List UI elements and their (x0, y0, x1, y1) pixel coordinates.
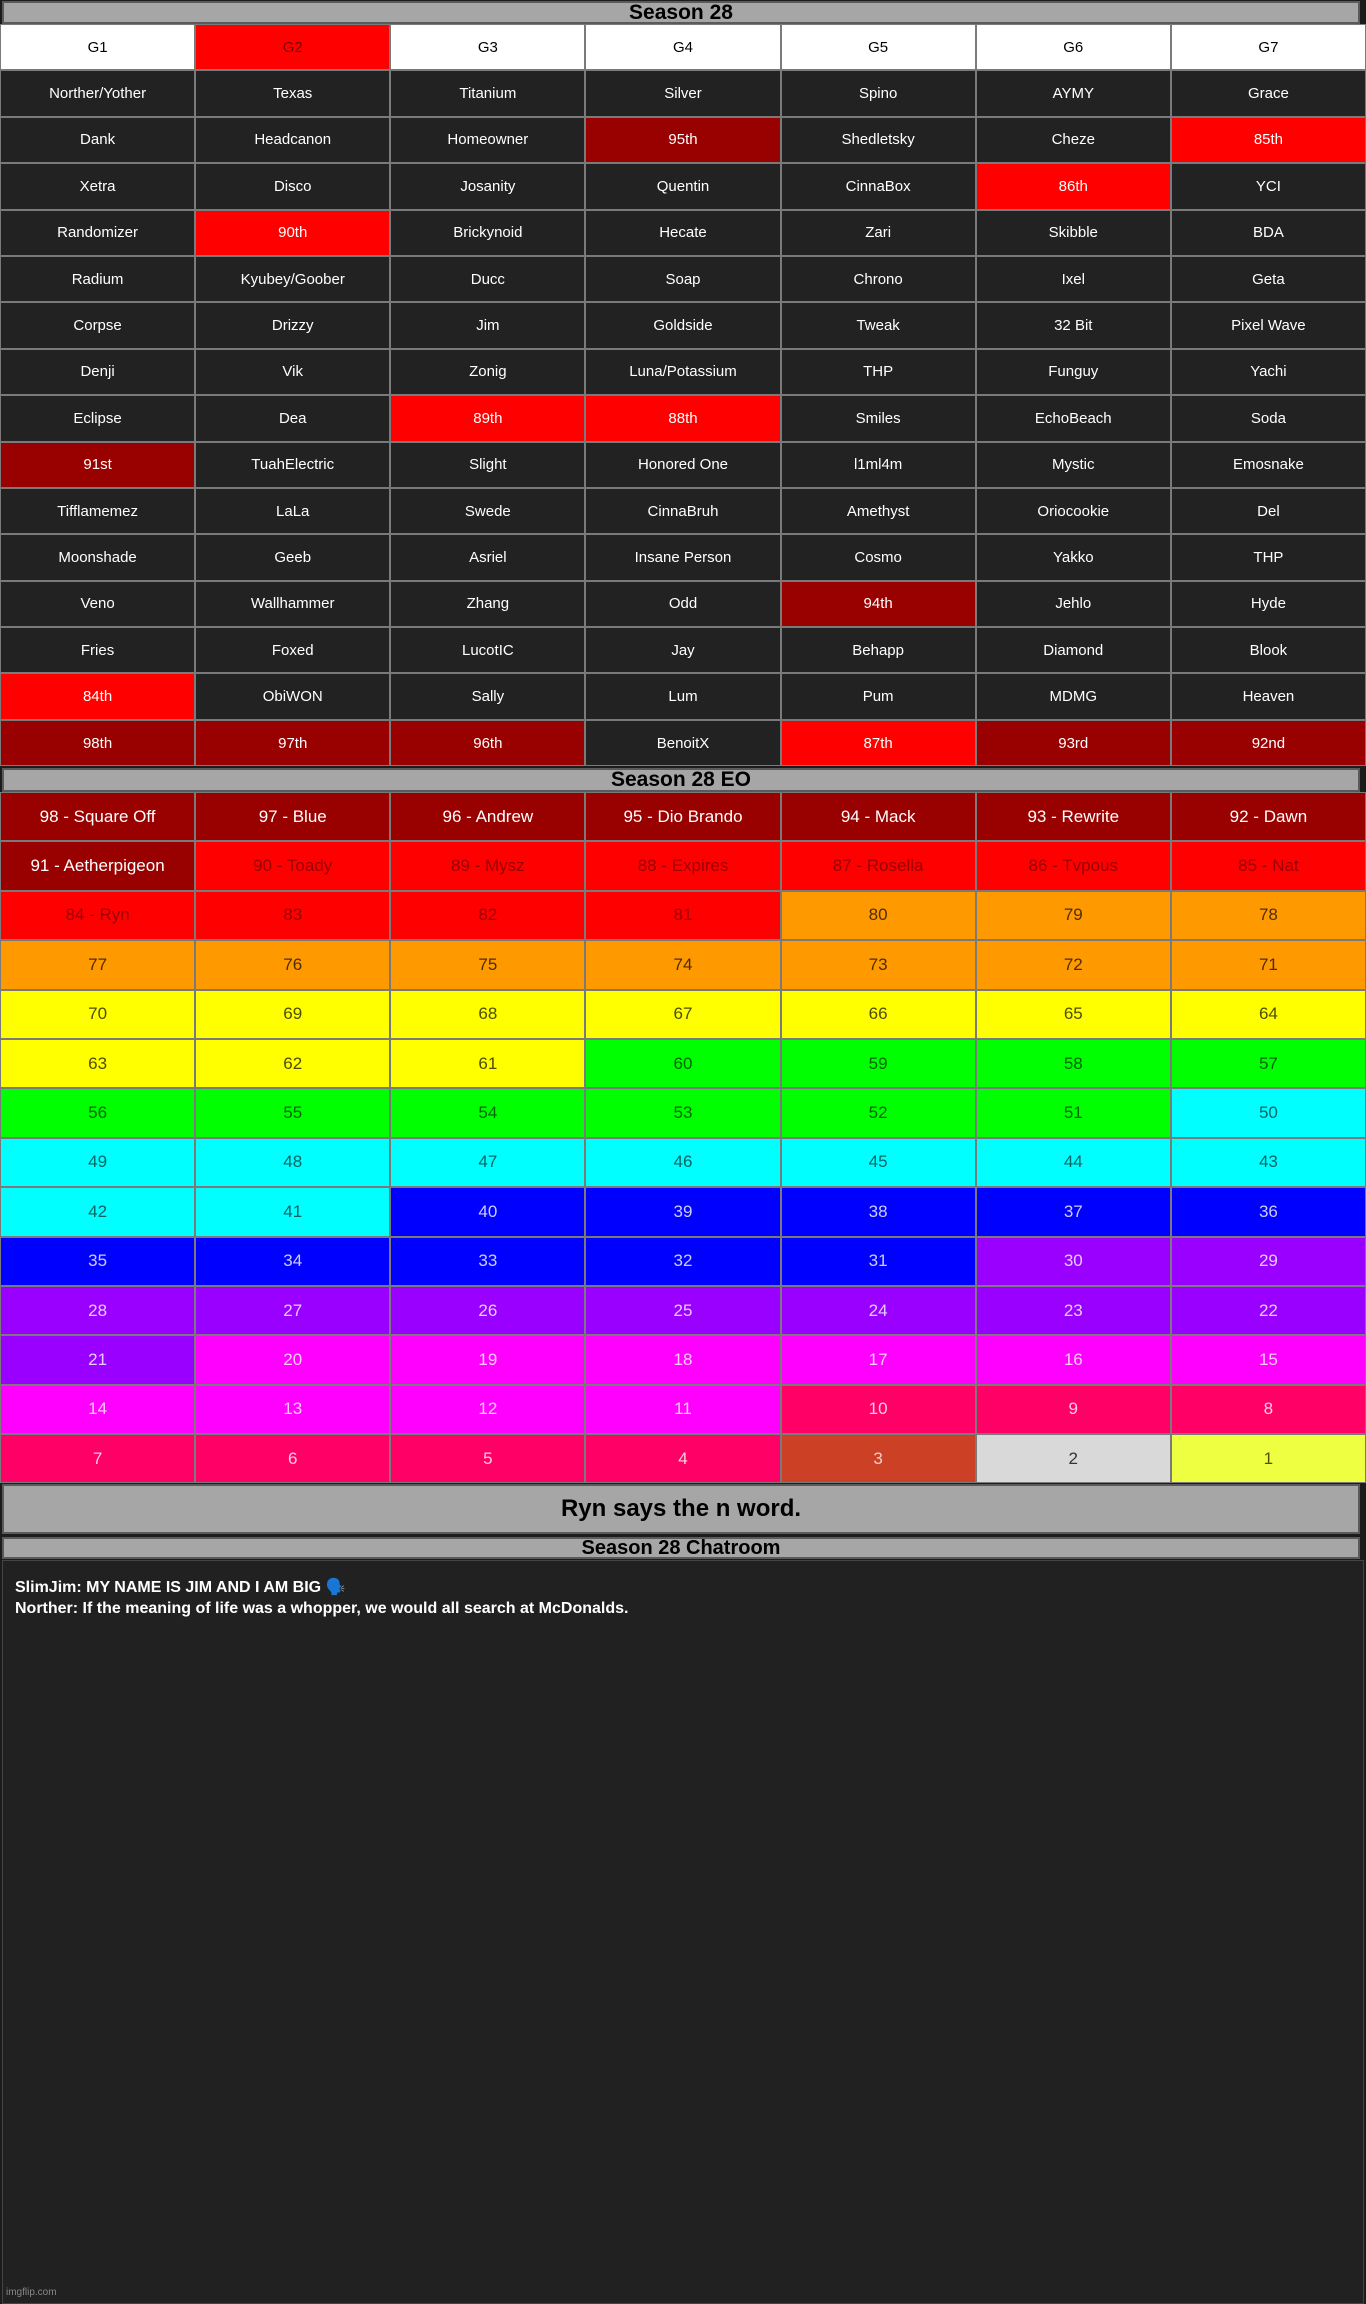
placement-cell: 35 (0, 1237, 195, 1286)
contestant-cell: Yachi (1171, 349, 1366, 395)
contestant-cell: Oriocookie (976, 488, 1171, 534)
placement-cell: 60 (585, 1039, 780, 1088)
column-header: G3 (390, 24, 585, 70)
placement-cell: 44 (976, 1138, 1171, 1187)
contestant-cell: Diamond (976, 627, 1171, 673)
placement-cell: 41 (195, 1187, 390, 1236)
placement-cell: 95 - Dio Brando (585, 792, 780, 841)
contestant-cell: Drizzy (195, 302, 390, 348)
placement-cell: 12 (390, 1385, 585, 1434)
placement-cell: 42 (0, 1187, 195, 1236)
contestant-cell: 98th (0, 720, 195, 766)
contestant-cell: TuahElectric (195, 442, 390, 488)
contestant-cell: Shedletsky (781, 117, 976, 163)
contestant-cell: Soap (585, 256, 780, 302)
contestant-cell: 87th (781, 720, 976, 766)
placement-cell: 27 (195, 1286, 390, 1335)
contestant-cell: THP (1171, 534, 1366, 580)
contestant-cell: THP (781, 349, 976, 395)
placement-cell: 26 (390, 1286, 585, 1335)
placement-cell: 11 (585, 1385, 780, 1434)
contestant-cell: Texas (195, 70, 390, 116)
placement-cell: 75 (390, 940, 585, 989)
placement-cell: 93 - Rewrite (976, 792, 1171, 841)
placement-cell: 32 (585, 1237, 780, 1286)
placement-cell: 67 (585, 990, 780, 1039)
placement-cell: 94 - Mack (781, 792, 976, 841)
placement-cell: 53 (585, 1088, 780, 1137)
contestant-cell: Eclipse (0, 395, 195, 441)
contestant-cell: Soda (1171, 395, 1366, 441)
contestant-cell: 90th (195, 210, 390, 256)
contestant-cell: Corpse (0, 302, 195, 348)
placement-cell: 81 (585, 891, 780, 940)
placement-cell: 10 (781, 1385, 976, 1434)
contestant-cell: Radium (0, 256, 195, 302)
contestant-cell: Vik (195, 349, 390, 395)
contestant-cell: 97th (195, 720, 390, 766)
placement-cell: 80 (781, 891, 976, 940)
season-title: Season 28 (2, 1, 1360, 24)
placement-cell: 84 - Ryn (0, 891, 195, 940)
contestant-cell: Zhang (390, 581, 585, 627)
contestant-cell: Zonig (390, 349, 585, 395)
contestant-cell: Pum (781, 673, 976, 719)
contestant-cell: 96th (390, 720, 585, 766)
contestant-cell: Jehlo (976, 581, 1171, 627)
placement-cell: 59 (781, 1039, 976, 1088)
contestant-cell: EchoBeach (976, 395, 1171, 441)
season-grid (0, 24, 1366, 766)
placement-cell: 70 (0, 990, 195, 1039)
watermark: imgflip.com (6, 2287, 57, 2298)
contestant-cell: Chrono (781, 256, 976, 302)
contestant-cell: 91st (0, 442, 195, 488)
contestant-cell: Fries (0, 627, 195, 673)
placement-cell: 19 (390, 1335, 585, 1384)
contestant-cell: Behapp (781, 627, 976, 673)
contestant-cell: Dank (0, 117, 195, 163)
contestant-cell: Pixel Wave (1171, 302, 1366, 348)
banner: Ryn says the n word. (2, 1484, 1360, 1534)
contestant-cell: CinnaBox (781, 163, 976, 209)
placement-cell: 33 (390, 1237, 585, 1286)
placement-cell: 78 (1171, 891, 1366, 940)
contestant-cell: Hyde (1171, 581, 1366, 627)
contestant-cell: Ixel (976, 256, 1171, 302)
placement-cell: 21 (0, 1335, 195, 1384)
placement-cell: 76 (195, 940, 390, 989)
contestant-cell: Insane Person (585, 534, 780, 580)
contestant-cell: ObiWON (195, 673, 390, 719)
placement-cell: 82 (390, 891, 585, 940)
placement-cell: 90 - Toady (195, 841, 390, 890)
placement-cell: 97 - Blue (195, 792, 390, 841)
placement-cell: 17 (781, 1335, 976, 1384)
column-header: G1 (0, 24, 195, 70)
column-header: G4 (585, 24, 780, 70)
column-header: G2 (195, 24, 390, 70)
placement-cell: 25 (585, 1286, 780, 1335)
placement-cell: 6 (195, 1434, 390, 1483)
placement-cell: 54 (390, 1088, 585, 1137)
placement-cell: 87 - Rosella (781, 841, 976, 890)
contestant-cell: LucotIC (390, 627, 585, 673)
placement-cell: 64 (1171, 990, 1366, 1039)
placement-cell: 48 (195, 1138, 390, 1187)
placement-cell: 96 - Andrew (390, 792, 585, 841)
contestant-cell: Silver (585, 70, 780, 116)
placement-cell: 74 (585, 940, 780, 989)
placement-cell: 86 - Tvpous (976, 841, 1171, 890)
placement-cell: 83 (195, 891, 390, 940)
contestant-cell: YCI (1171, 163, 1366, 209)
eo-grid (0, 792, 1366, 1483)
contestant-cell: Jim (390, 302, 585, 348)
contestant-cell: BenoitX (585, 720, 780, 766)
column-header: G5 (781, 24, 976, 70)
contestant-cell: 93rd (976, 720, 1171, 766)
contestant-cell: Del (1171, 488, 1366, 534)
placement-cell: 57 (1171, 1039, 1366, 1088)
contestant-cell: Jay (585, 627, 780, 673)
contestant-cell: Smiles (781, 395, 976, 441)
placement-cell: 49 (0, 1138, 195, 1187)
eo-title: Season 28 EO (2, 768, 1360, 792)
contestant-cell: Luna/Potassium (585, 349, 780, 395)
contestant-cell: Spino (781, 70, 976, 116)
contestant-cell: Geeb (195, 534, 390, 580)
chatroom-body (2, 1560, 1364, 2304)
placement-cell: 2 (976, 1434, 1171, 1483)
contestant-cell: Blook (1171, 627, 1366, 673)
placement-cell: 98 - Square Off (0, 792, 195, 841)
contestant-cell: LaLa (195, 488, 390, 534)
contestant-cell: Asriel (390, 534, 585, 580)
placement-cell: 62 (195, 1039, 390, 1088)
placement-cell: 23 (976, 1286, 1171, 1335)
contestant-cell: Amethyst (781, 488, 976, 534)
contestant-cell: 94th (781, 581, 976, 627)
contestant-cell: AYMY (976, 70, 1171, 116)
placement-cell: 52 (781, 1088, 976, 1137)
placement-cell: 28 (0, 1286, 195, 1335)
placement-cell: 16 (976, 1335, 1171, 1384)
placement-cell: 91 - Aetherpigeon (0, 841, 195, 890)
contestant-cell: 89th (390, 395, 585, 441)
contestant-cell: Wallhammer (195, 581, 390, 627)
contestant-cell: 85th (1171, 117, 1366, 163)
placement-cell: 18 (585, 1335, 780, 1384)
contestant-cell: Dea (195, 395, 390, 441)
contestant-cell: Emosnake (1171, 442, 1366, 488)
contestant-cell: Norther/Yother (0, 70, 195, 116)
contestant-cell: 86th (976, 163, 1171, 209)
contestant-cell: Swede (390, 488, 585, 534)
placement-cell: 68 (390, 990, 585, 1039)
contestant-cell: Ducc (390, 256, 585, 302)
placement-cell: 79 (976, 891, 1171, 940)
placement-cell: 66 (781, 990, 976, 1039)
contestant-cell: Heaven (1171, 673, 1366, 719)
placement-cell: 15 (1171, 1335, 1366, 1384)
contestant-cell: Cosmo (781, 534, 976, 580)
placement-cell: 92 - Dawn (1171, 792, 1366, 841)
placement-cell: 34 (195, 1237, 390, 1286)
contestant-cell: Hecate (585, 210, 780, 256)
contestant-cell: Homeowner (390, 117, 585, 163)
placement-cell: 9 (976, 1385, 1171, 1434)
contestant-cell: Tifflamemez (0, 488, 195, 534)
chat-message: SlimJim: MY NAME IS JIM AND I AM BIG 🗣️ (15, 1579, 346, 1596)
contestant-cell: 92nd (1171, 720, 1366, 766)
column-header: G6 (976, 24, 1171, 70)
contestant-cell: BDA (1171, 210, 1366, 256)
placement-cell: 3 (781, 1434, 976, 1483)
contestant-cell: Josanity (390, 163, 585, 209)
contestant-cell: Goldside (585, 302, 780, 348)
placement-cell: 72 (976, 940, 1171, 989)
contestant-cell: 88th (585, 395, 780, 441)
placement-cell: 73 (781, 940, 976, 989)
placement-cell: 45 (781, 1138, 976, 1187)
placement-cell: 88 - Expires (585, 841, 780, 890)
contestant-cell: Geta (1171, 256, 1366, 302)
placement-cell: 38 (781, 1187, 976, 1236)
contestant-cell: 32 Bit (976, 302, 1171, 348)
contestant-cell: Veno (0, 581, 195, 627)
placement-cell: 7 (0, 1434, 195, 1483)
placement-cell: 14 (0, 1385, 195, 1434)
placement-cell: 1 (1171, 1434, 1366, 1483)
contestant-cell: Xetra (0, 163, 195, 209)
placement-cell: 37 (976, 1187, 1171, 1236)
contestant-cell: Slight (390, 442, 585, 488)
contestant-cell: Sally (390, 673, 585, 719)
column-header: G7 (1171, 24, 1366, 70)
contestant-cell: Kyubey/Goober (195, 256, 390, 302)
placement-cell: 31 (781, 1237, 976, 1286)
contestant-cell: Foxed (195, 627, 390, 673)
placement-cell: 29 (1171, 1237, 1366, 1286)
placement-cell: 43 (1171, 1138, 1366, 1187)
placement-cell: 89 - Mysz (390, 841, 585, 890)
placement-cell: 56 (0, 1088, 195, 1137)
placement-cell: 4 (585, 1434, 780, 1483)
placement-cell: 30 (976, 1237, 1171, 1286)
contestant-cell: Headcanon (195, 117, 390, 163)
contestant-cell: CinnaBruh (585, 488, 780, 534)
contestant-cell: 84th (0, 673, 195, 719)
placement-cell: 63 (0, 1039, 195, 1088)
chat-message: Norther: If the meaning of life was a whopper, we would all search at McDonalds. (15, 1600, 629, 1617)
placement-cell: 58 (976, 1039, 1171, 1088)
placement-cell: 50 (1171, 1088, 1366, 1137)
placement-cell: 46 (585, 1138, 780, 1187)
contestant-cell: Yakko (976, 534, 1171, 580)
placement-cell: 77 (0, 940, 195, 989)
contestant-cell: Mystic (976, 442, 1171, 488)
contestant-cell: MDMG (976, 673, 1171, 719)
contestant-cell: l1ml4m (781, 442, 976, 488)
contestant-cell: Skibble (976, 210, 1171, 256)
placement-cell: 22 (1171, 1286, 1366, 1335)
contestant-cell: Funguy (976, 349, 1171, 395)
contestant-cell: Disco (195, 163, 390, 209)
placement-cell: 5 (390, 1434, 585, 1483)
contestant-cell: Zari (781, 210, 976, 256)
contestant-cell: Cheze (976, 117, 1171, 163)
contestant-cell: Titanium (390, 70, 585, 116)
contestant-cell: 95th (585, 117, 780, 163)
placement-cell: 36 (1171, 1187, 1366, 1236)
contestant-cell: Odd (585, 581, 780, 627)
placement-cell: 8 (1171, 1385, 1366, 1434)
contestant-cell: Randomizer (0, 210, 195, 256)
placement-cell: 69 (195, 990, 390, 1039)
placement-cell: 61 (390, 1039, 585, 1088)
placement-cell: 13 (195, 1385, 390, 1434)
placement-cell: 71 (1171, 940, 1366, 989)
placement-cell: 20 (195, 1335, 390, 1384)
placement-cell: 24 (781, 1286, 976, 1335)
contestant-cell: Honored One (585, 442, 780, 488)
contestant-cell: Brickynoid (390, 210, 585, 256)
contestant-cell: Tweak (781, 302, 976, 348)
placement-cell: 85 - Nat (1171, 841, 1366, 890)
placement-cell: 40 (390, 1187, 585, 1236)
contestant-cell: Quentin (585, 163, 780, 209)
contestant-cell: Grace (1171, 70, 1366, 116)
placement-cell: 39 (585, 1187, 780, 1236)
chatroom-title: Season 28 Chatroom (2, 1537, 1360, 1559)
contestant-cell: Moonshade (0, 534, 195, 580)
placement-cell: 55 (195, 1088, 390, 1137)
contestant-cell: Lum (585, 673, 780, 719)
placement-cell: 51 (976, 1088, 1171, 1137)
placement-cell: 65 (976, 990, 1171, 1039)
contestant-cell: Denji (0, 349, 195, 395)
placement-cell: 47 (390, 1138, 585, 1187)
